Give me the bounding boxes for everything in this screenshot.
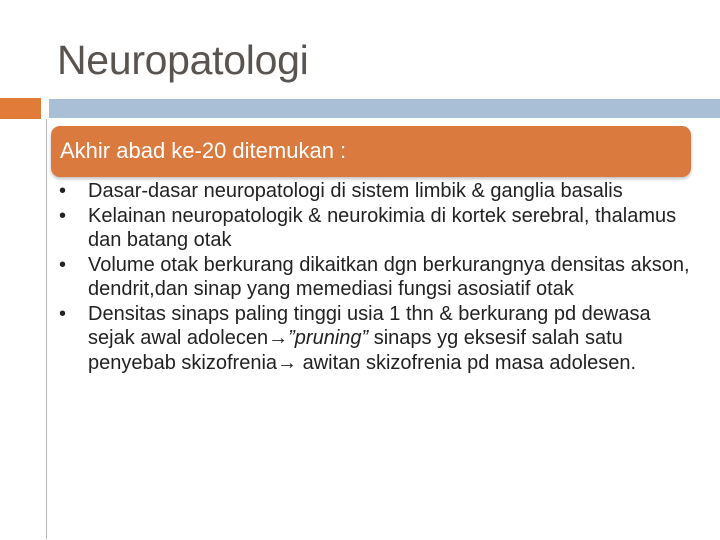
title-rule-bar bbox=[49, 99, 720, 118]
section-header-bar bbox=[51, 126, 691, 177]
bullet-glyph: • bbox=[59, 302, 67, 325]
bullet-glyph: • bbox=[59, 180, 67, 202]
bullet-list bbox=[58, 179, 698, 375]
left-divider-line bbox=[46, 119, 47, 539]
bullet-glyph: • bbox=[59, 253, 67, 276]
slide-title: Neuropatologi bbox=[57, 37, 309, 83]
bullet-text bbox=[88, 303, 651, 374]
section-header-text: Akhir abad ke-20 ditemukan : bbox=[60, 138, 347, 163]
bullet-text-part: sinaps yg eksesif salah satu penyebab skizofrenia→ awitan skizofrenia pd masa adolesen. bbox=[88, 327, 637, 374]
bullet-text: Dasar-dasar neuropatologi di sistem limbik & ganglia basalis bbox=[88, 180, 623, 202]
bullet-item bbox=[58, 204, 698, 253]
bullet-text-part: Densitas sinaps paling tinggi usia 1 thn & berkurang pd dewasa sejak awal adolecen→ bbox=[88, 302, 651, 349]
title-rule-accent bbox=[0, 98, 41, 119]
bullet-item bbox=[58, 179, 698, 204]
bullet-item bbox=[58, 253, 698, 302]
bullet-glyph: • bbox=[59, 204, 67, 227]
pruning-emphasis: ”pruning” bbox=[288, 327, 369, 349]
bullet-text: Volume otak berkurang dikaitkan dgn berkurangnya densitas akson, dendrit,dan sinap yang memediasi fungsi asosiatif otak bbox=[88, 253, 690, 300]
bullet-text: Kelainan neuropatologik & neurokimia di kortek serebral, thalamus dan batang otak bbox=[88, 204, 677, 251]
bullet-item bbox=[58, 302, 698, 376]
